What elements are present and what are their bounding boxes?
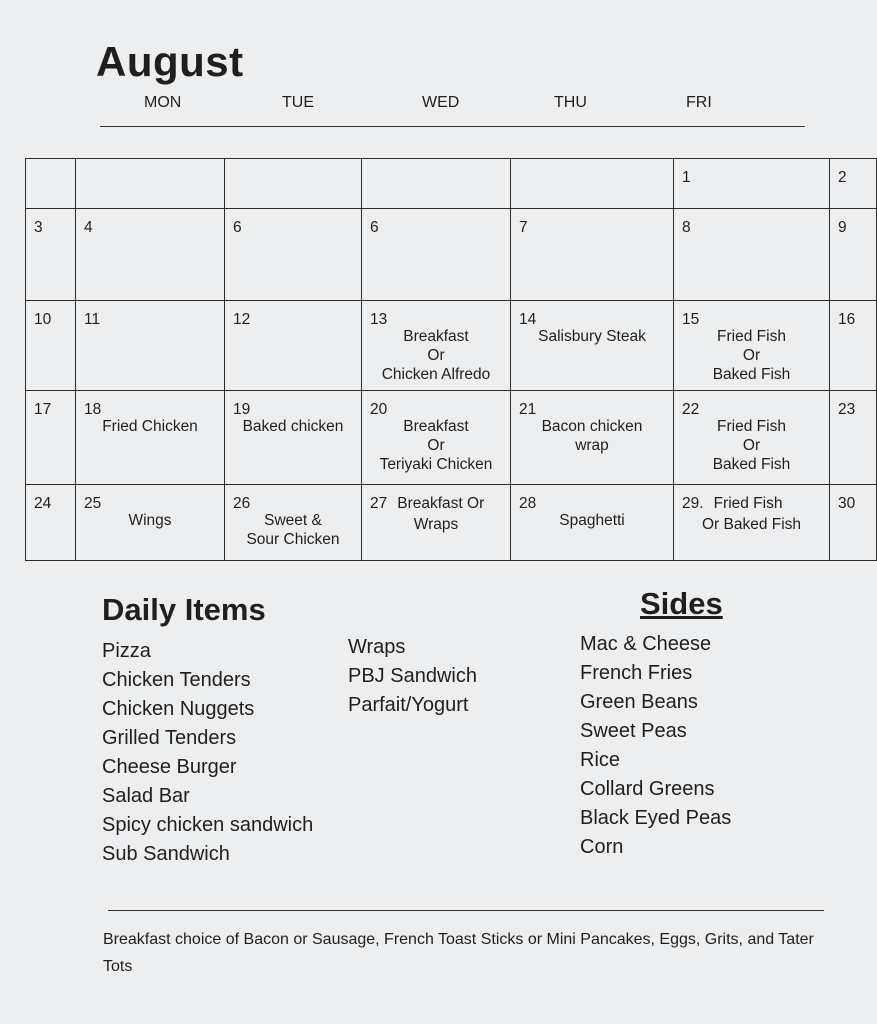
- day-number: 12: [233, 311, 251, 328]
- day-meal: Fried Fish Or Baked Fish: [712, 328, 791, 383]
- daily-item: Wraps: [348, 636, 406, 658]
- sides-title: Sides: [640, 586, 723, 621]
- day-number: 2: [838, 169, 847, 186]
- side-item: French Fries: [580, 662, 693, 684]
- side-item: Black Eyed Peas: [580, 807, 732, 829]
- calendar-day-cell: [26, 159, 76, 209]
- day-meal-continued: Or Baked Fish: [701, 516, 802, 533]
- day-number: 15: [682, 311, 700, 328]
- weekday-tue: TUE: [282, 94, 314, 111]
- calendar-day-cell: [674, 209, 830, 301]
- calendar-day-cell: [362, 485, 511, 561]
- calendar-day-cell: [511, 301, 674, 391]
- calendar-day-cell: [511, 209, 674, 301]
- day-number: 29.: [682, 495, 704, 512]
- calendar-day-cell: [830, 485, 877, 561]
- day-number: 26: [233, 495, 251, 512]
- calendar-day-cell: [674, 485, 830, 561]
- weekday-thu: THU: [554, 94, 587, 111]
- side-item: Rice: [580, 749, 621, 771]
- day-number: 25: [84, 495, 102, 512]
- calendar-day-cell: [26, 209, 76, 301]
- weekday-wed: WED: [422, 94, 460, 111]
- calendar-day-cell: [674, 301, 830, 391]
- side-item: Mac & Cheese: [580, 633, 712, 655]
- day-number: 14: [519, 311, 537, 328]
- calendar-week-row: [26, 301, 877, 391]
- daily-items-title: Daily Items: [102, 592, 266, 627]
- calendar-day-cell: [511, 159, 674, 209]
- day-number: 23: [838, 401, 856, 418]
- day-meal: Breakfast Or Teriyaki Chicken: [379, 418, 493, 473]
- calendar-day-cell: [76, 159, 225, 209]
- day-number: 22: [682, 401, 700, 418]
- day-meal: Breakfast Or Chicken Alfredo: [381, 328, 491, 383]
- calendar-day-cell: [511, 391, 674, 485]
- calendar-day-cell: [674, 159, 830, 209]
- day-meal: Fried Fish: [713, 495, 783, 512]
- calendar-day-cell: [26, 391, 76, 485]
- daily-item: Chicken Tenders: [102, 669, 251, 691]
- calendar-day-cell: [225, 209, 362, 301]
- daily-items-list-1: [102, 637, 313, 869]
- day-number: 20: [370, 401, 388, 418]
- sides-list: [580, 630, 731, 862]
- daily-items-list-2: [348, 633, 477, 720]
- weekday-fri: FRI: [686, 94, 712, 111]
- day-meal: Salisbury Steak: [538, 328, 646, 345]
- calendar-day-cell: [830, 391, 877, 485]
- day-number: 27: [370, 495, 388, 512]
- daily-item: PBJ Sandwich: [348, 665, 477, 687]
- calendar-week-row: [26, 391, 877, 485]
- header-divider: [100, 126, 805, 127]
- day-number: 16: [838, 311, 856, 328]
- day-number: 28: [519, 495, 537, 512]
- day-number: 13: [370, 311, 388, 328]
- day-meal-continued: Wraps: [413, 516, 459, 533]
- day-number: 11: [84, 311, 101, 328]
- calendar-day-cell: [76, 391, 225, 485]
- day-number: 19: [233, 401, 251, 418]
- calendar-day-cell: [674, 391, 830, 485]
- calendar-week-row: [26, 159, 877, 209]
- breakfast-footnote: Breakfast choice of Bacon or Sausage, French Toast Sticks or Mini Pancakes, Eggs, Grits, and Tater Tots: [103, 931, 814, 975]
- calendar-week-row: [26, 209, 877, 301]
- side-item: Collard Greens: [580, 778, 715, 800]
- day-number: 3: [34, 219, 43, 236]
- calendar-day-cell: [225, 485, 362, 561]
- day-meal: Fried Chicken: [102, 418, 198, 435]
- day-number: 18: [84, 401, 102, 418]
- daily-item: Parfait/Yogurt: [348, 694, 469, 716]
- day-meal: Sweet & Sour Chicken: [246, 512, 340, 548]
- daily-item: Grilled Tenders: [102, 727, 237, 749]
- calendar-week-row: [26, 485, 877, 561]
- calendar-day-cell: [26, 301, 76, 391]
- calendar-day-cell: [511, 485, 674, 561]
- day-meal: Spaghetti: [559, 512, 625, 529]
- day-meal: Wings: [128, 512, 172, 529]
- weekday-mon: MON: [144, 94, 182, 111]
- calendar-day-cell: [76, 209, 225, 301]
- calendar-day-cell: [830, 209, 877, 301]
- day-number: 10: [34, 311, 52, 328]
- calendar-day-cell: [76, 485, 225, 561]
- day-number: 6: [370, 219, 379, 236]
- day-number-and-meal: [370, 495, 484, 513]
- daily-item: Spicy chicken sandwich: [102, 814, 314, 836]
- daily-item: Cheese Burger: [102, 756, 237, 778]
- calendar-day-cell: [225, 159, 362, 209]
- side-item: Sweet Peas: [580, 720, 687, 742]
- calendar-day-cell: [225, 391, 362, 485]
- calendar-day-cell: [76, 301, 225, 391]
- day-number: 7: [519, 219, 528, 236]
- calendar-day-cell: [362, 159, 511, 209]
- daily-item: Salad Bar: [102, 785, 190, 807]
- daily-item: Sub Sandwich: [102, 843, 230, 865]
- day-number: 21: [519, 401, 537, 418]
- side-item: Green Beans: [580, 691, 698, 713]
- day-number: 9: [838, 219, 847, 236]
- calendar-day-cell: [362, 209, 511, 301]
- calendar-day-cell: [26, 485, 76, 561]
- page-title: August: [96, 38, 244, 85]
- calendar-day-cell: [830, 301, 877, 391]
- daily-item: Chicken Nuggets: [102, 698, 255, 720]
- calendar-grid: [25, 158, 877, 561]
- day-number: 4: [84, 219, 93, 236]
- calendar-day-cell: [362, 301, 511, 391]
- day-meal: Fried Fish Or Baked Fish: [712, 418, 791, 473]
- day-meal: Baked chicken: [242, 418, 344, 435]
- day-meal: Breakfast Or: [397, 495, 485, 512]
- daily-item: Pizza: [102, 640, 151, 662]
- side-item: Corn: [580, 836, 624, 858]
- footer-divider: [108, 910, 824, 911]
- day-number: 1: [682, 169, 691, 186]
- day-number: 17: [34, 401, 52, 418]
- calendar-day-cell: [225, 301, 362, 391]
- calendar-day-cell: [362, 391, 511, 485]
- calendar-day-cell: [830, 159, 877, 209]
- day-number: 8: [682, 219, 691, 236]
- day-meal: Bacon chicken wrap: [541, 418, 643, 454]
- day-number: 30: [838, 495, 856, 512]
- day-number: 24: [34, 495, 52, 512]
- day-number: 6: [233, 219, 242, 236]
- day-number-and-meal: [682, 495, 782, 513]
